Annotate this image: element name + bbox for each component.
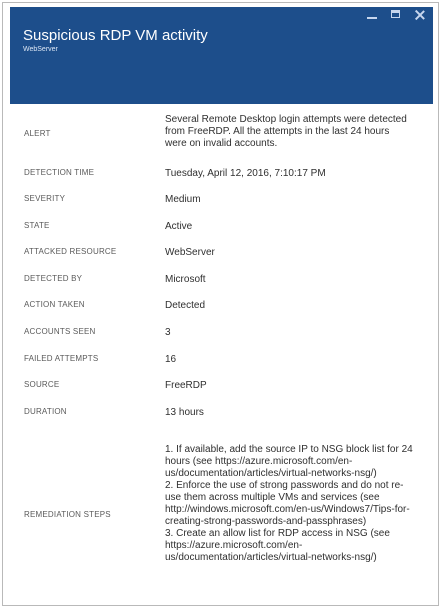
detail-value: 3 [165, 327, 171, 338]
detail-value: Microsoft [165, 274, 206, 285]
detail-label: ACCOUNTS SEEN [24, 327, 96, 336]
detail-label: ACTION TAKEN [24, 300, 85, 309]
detail-value: 16 [165, 354, 177, 365]
detail-row-alert [24, 114, 424, 158]
detail-value: Medium [165, 194, 201, 205]
detail-value: 1. If available, add the source IP to NSG block list for 24 hours (see https://azure.microsoft.com/en-us/documentation/articles/virtual-networks-nsg/) 2. Enforce the use of strong passwords and do not re-use them across multiple VMs and services (see http://windows.microsoft.com/en-us/Windows7/Tips-for-creating-strong-passwords-and-passphrases) 3. Create an allow list for RDP access in NSG (see https://azure.microsoft.com/en-us/documentation/articles/virtual-networks-nsg/) [165, 444, 413, 563]
detail-label: STATE [24, 221, 50, 230]
detail-value: FreeRDP [165, 380, 207, 391]
alert-blade [2, 2, 439, 606]
blade-subtitle: WebServer [23, 46, 58, 53]
detail-label: FAILED ATTEMPTS [24, 354, 99, 363]
detail-value: Active [165, 221, 193, 232]
detail-label: DETECTION TIME [24, 168, 95, 177]
window-controls [366, 9, 426, 21]
detail-label: ATTACKED RESOURCE [24, 247, 117, 256]
detail-value: Several Remote Desktop login attempts were detected from FreeRDP. All the attempts in the last 24 hours were on invalid accounts. [165, 114, 407, 149]
detail-label: DURATION [24, 407, 67, 416]
detail-label: REMEDIATION STEPS [24, 510, 111, 519]
detail-value: WebServer [165, 247, 215, 258]
blade-header [10, 7, 433, 104]
detail-value: Detected [165, 300, 206, 311]
detail-value: Tuesday, April 12, 2016, 7:10:17 PM [165, 168, 326, 179]
close-icon[interactable] [414, 9, 426, 21]
detail-label: DETECTED BY [24, 274, 83, 283]
detail-value: 13 hours [165, 407, 204, 418]
blade-title: Suspicious RDP VM activity [23, 27, 208, 44]
maximize-icon[interactable] [390, 9, 402, 21]
detail-label: SOURCE [24, 380, 60, 389]
minimize-icon[interactable] [366, 9, 378, 21]
detail-label: ALERT [24, 129, 51, 138]
detail-label: SEVERITY [24, 194, 66, 203]
